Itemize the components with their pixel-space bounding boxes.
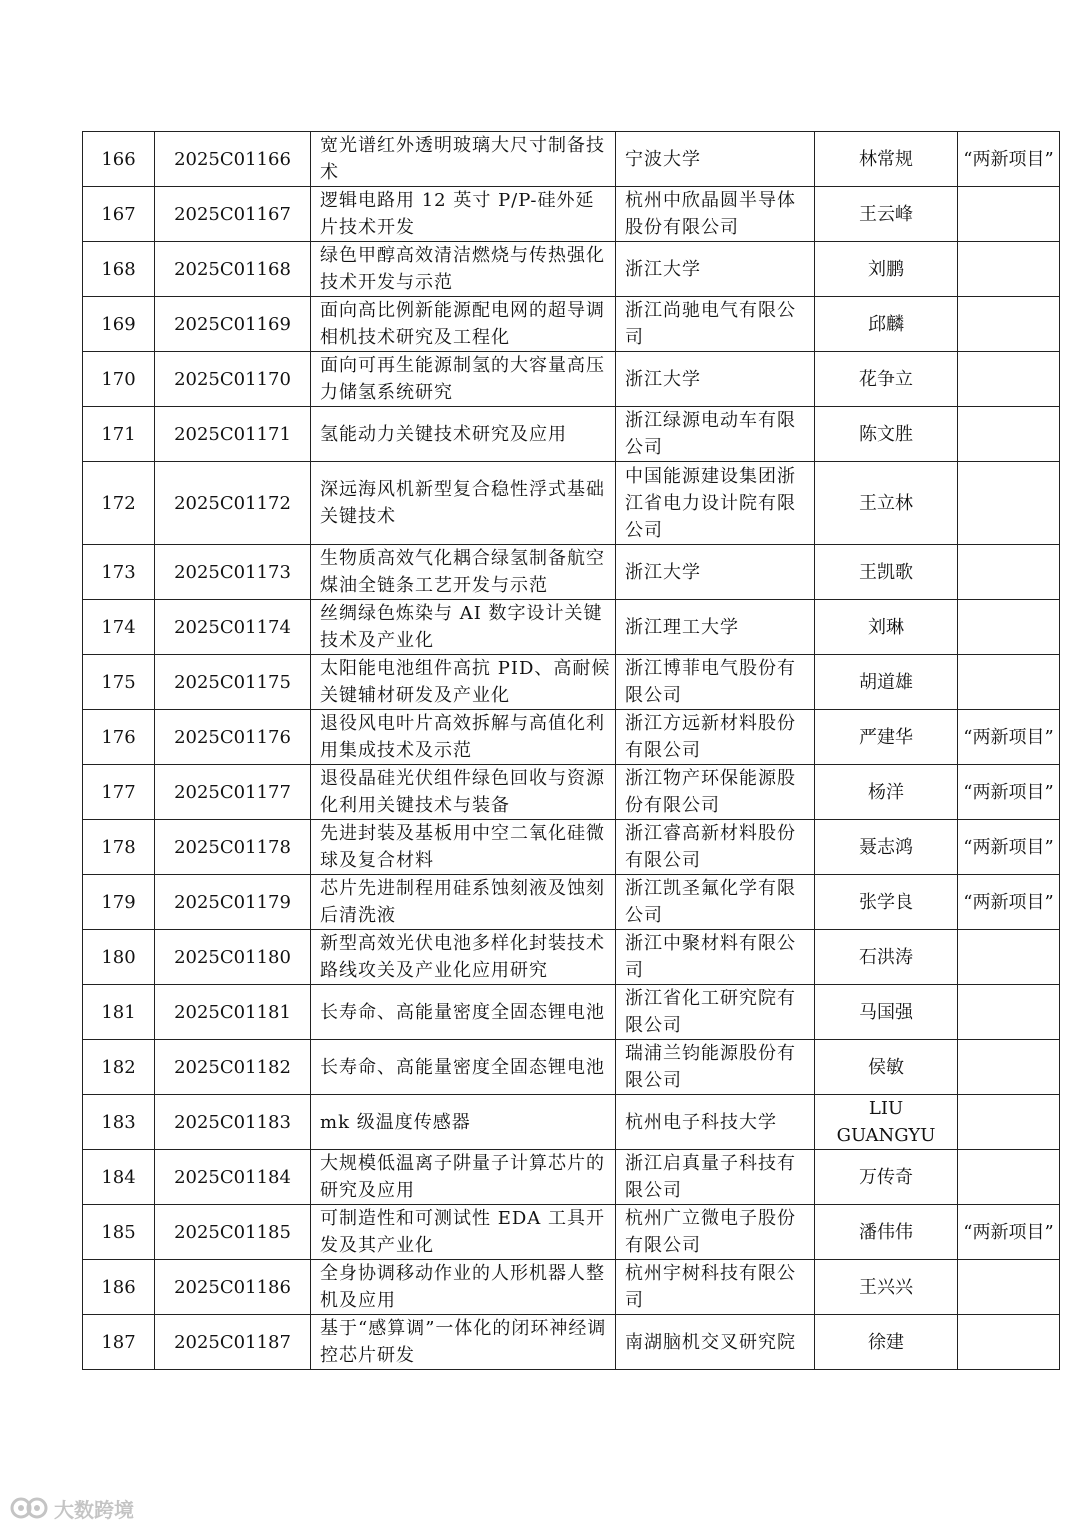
table-row [83,930,1060,985]
project-code-cell: 2025C01174 [155,600,311,655]
project-leader-cell: 聂志鸿 [815,820,958,875]
project-leader-cell: 王立林 [815,462,958,545]
row-number-cell: 180 [83,930,155,985]
project-code-cell: 2025C01176 [155,710,311,765]
row-number-cell: 173 [83,545,155,600]
organization-cell: 浙江物产环保能源股份有限公司 [616,765,815,820]
project-leader-cell: 王云峰 [815,187,958,242]
table-row [83,600,1060,655]
project-leader-cell: 石洪涛 [815,930,958,985]
table-row [83,352,1060,407]
table-row [83,1315,1060,1370]
project-code-cell: 2025C01169 [155,297,311,352]
organization-cell: 宁波大学 [616,132,815,187]
project-title-cell: 绿色甲醇高效清洁燃烧与传热强化技术开发与示范 [311,242,616,297]
table-row [83,242,1060,297]
project-title-cell: mk 级温度传感器 [311,1095,616,1150]
row-number-cell: 175 [83,655,155,710]
table-row [83,1095,1060,1150]
project-title-cell: 基于“感算调”一体化的闭环神经调控芯片研发 [311,1315,616,1370]
project-leader-cell: 林常规 [815,132,958,187]
project-code-cell: 2025C01182 [155,1040,311,1095]
project-code-cell: 2025C01173 [155,545,311,600]
table-row [83,407,1060,462]
row-number-cell: 170 [83,352,155,407]
organization-cell: 中国能源建设集团浙江省电力设计院有限公司 [616,462,815,545]
row-number-cell: 184 [83,1150,155,1205]
table-row [83,545,1060,600]
project-note-cell [958,1150,1060,1205]
project-title-cell: 宽光谱红外透明玻璃大尺寸制备技术 [311,132,616,187]
organization-cell: 浙江大学 [616,545,815,600]
project-leader-cell: 严建华 [815,710,958,765]
organization-cell: 浙江大学 [616,352,815,407]
project-code-cell: 2025C01168 [155,242,311,297]
row-number-cell: 166 [83,132,155,187]
project-note-cell [958,1040,1060,1095]
project-code-cell: 2025C01177 [155,765,311,820]
project-note-cell [958,407,1060,462]
project-leader-cell: 刘鹏 [815,242,958,297]
row-number-cell: 168 [83,242,155,297]
organization-cell: 杭州电子科技大学 [616,1095,815,1150]
project-leader-cell: 陈文胜 [815,407,958,462]
project-note-cell [958,352,1060,407]
project-title-cell: 长寿命、高能量密度全固态锂电池 [311,1040,616,1095]
project-note-cell: “两新项目” [958,765,1060,820]
organization-cell: 浙江睿高新材料股份有限公司 [616,820,815,875]
organization-cell: 杭州中欣晶圆半导体股份有限公司 [616,187,815,242]
project-code-cell: 2025C01183 [155,1095,311,1150]
project-code-cell: 2025C01171 [155,407,311,462]
table-row [83,710,1060,765]
table-body [83,132,1060,1370]
watermark-text: 大数跨境 [54,1497,134,1522]
project-note-cell [958,297,1060,352]
table-row [83,655,1060,710]
table-row [83,297,1060,352]
project-leader-cell: 侯敏 [815,1040,958,1095]
organization-cell: 杭州广立微电子股份有限公司 [616,1205,815,1260]
row-number-cell: 181 [83,985,155,1040]
row-number-cell: 183 [83,1095,155,1150]
row-number-cell: 167 [83,187,155,242]
organization-cell: 南湖脑机交叉研究院 [616,1315,815,1370]
organization-cell: 浙江省化工研究院有限公司 [616,985,815,1040]
project-note-cell [958,985,1060,1040]
row-number-cell: 171 [83,407,155,462]
project-leader-cell: 马国强 [815,985,958,1040]
project-note-cell [958,600,1060,655]
row-number-cell: 172 [83,462,155,545]
project-title-cell: 深远海风机新型复合稳性浮式基础关键技术 [311,462,616,545]
project-note-cell [958,930,1060,985]
project-code-cell: 2025C01178 [155,820,311,875]
project-title-cell: 大规模低温离子阱量子计算芯片的研究及应用 [311,1150,616,1205]
row-number-cell: 174 [83,600,155,655]
project-title-cell: 面向可再生能源制氢的大容量高压力储氢系统研究 [311,352,616,407]
table-row [83,820,1060,875]
table-row [83,985,1060,1040]
row-number-cell: 186 [83,1260,155,1315]
project-leader-cell: 王兴兴 [815,1260,958,1315]
row-number-cell: 169 [83,297,155,352]
project-code-cell: 2025C01175 [155,655,311,710]
project-title-cell: 可制造性和可测试性 EDA 工具开发及其产业化 [311,1205,616,1260]
organization-cell: 浙江绿源电动车有限公司 [616,407,815,462]
row-number-cell: 185 [83,1205,155,1260]
organization-cell: 浙江尚驰电气有限公司 [616,297,815,352]
project-title-cell: 丝绸绿色炼染与 AI 数字设计关键技术及产业化 [311,600,616,655]
row-number-cell: 178 [83,820,155,875]
project-note-cell: “两新项目” [958,875,1060,930]
project-title-cell: 先进封装及基板用中空二氧化硅微球及复合材料 [311,820,616,875]
project-code-cell: 2025C01166 [155,132,311,187]
project-title-cell: 全身协调移动作业的人形机器人整机及应用 [311,1260,616,1315]
organization-cell: 浙江方远新材料股份有限公司 [616,710,815,765]
project-note-cell: “两新项目” [958,132,1060,187]
project-title-cell: 退役晶硅光伏组件绿色回收与资源化利用关键技术与装备 [311,765,616,820]
project-leader-cell: 杨洋 [815,765,958,820]
project-code-cell: 2025C01172 [155,462,311,545]
organization-cell: 浙江启真量子科技有限公司 [616,1150,815,1205]
organization-cell: 瑞浦兰钧能源股份有限公司 [616,1040,815,1095]
project-code-cell: 2025C01181 [155,985,311,1040]
project-title-cell: 长寿命、高能量密度全固态锂电池 [311,985,616,1040]
project-code-cell: 2025C01184 [155,1150,311,1205]
table-row [83,1150,1060,1205]
project-code-cell: 2025C01167 [155,187,311,242]
project-title-cell: 逻辑电路用 12 英寸 P/P-硅外延片技术开发 [311,187,616,242]
project-title-cell: 退役风电叶片高效拆解与高值化利用集成技术及示范 [311,710,616,765]
organization-cell: 浙江博菲电气股份有限公司 [616,655,815,710]
project-title-cell: 生物质高效气化耦合绿氢制备航空煤油全链条工艺开发与示范 [311,545,616,600]
watermark [10,1493,134,1523]
organization-cell: 浙江凯圣氟化学有限公司 [616,875,815,930]
project-list-table [82,131,1060,1370]
table-row [83,765,1060,820]
project-title-cell: 芯片先进制程用硅系蚀刻液及蚀刻后清洗液 [311,875,616,930]
project-note-cell [958,1260,1060,1315]
project-title-cell: 新型高效光伏电池多样化封装技术路线攻关及产业化应用研究 [311,930,616,985]
project-leader-cell: 邱麟 [815,297,958,352]
table-row [83,187,1060,242]
project-code-cell: 2025C01186 [155,1260,311,1315]
project-note-cell [958,242,1060,297]
project-code-cell: 2025C01187 [155,1315,311,1370]
project-note-cell [958,1095,1060,1150]
project-leader-cell: 潘伟伟 [815,1205,958,1260]
project-note-cell [958,187,1060,242]
project-note-cell [958,462,1060,545]
table-row [83,132,1060,187]
row-number-cell: 176 [83,710,155,765]
project-title-cell: 氢能动力关键技术研究及应用 [311,407,616,462]
project-leader-cell: 王凯歌 [815,545,958,600]
project-leader-cell: LIU GUANGYU [815,1095,958,1150]
project-code-cell: 2025C01180 [155,930,311,985]
project-code-cell: 2025C01185 [155,1205,311,1260]
project-title-cell: 面向高比例新能源配电网的超导调相机技术研究及工程化 [311,297,616,352]
organization-cell: 浙江中聚材料有限公司 [616,930,815,985]
row-number-cell: 182 [83,1040,155,1095]
project-leader-cell: 徐建 [815,1315,958,1370]
brand-logo-icon [10,1495,50,1521]
row-number-cell: 179 [83,875,155,930]
project-leader-cell: 刘琳 [815,600,958,655]
organization-cell: 浙江大学 [616,242,815,297]
row-number-cell: 177 [83,765,155,820]
project-note-cell [958,545,1060,600]
project-title-cell: 太阳能电池组件高抗 PID、高耐候关键辅材研发及产业化 [311,655,616,710]
project-note-cell [958,655,1060,710]
row-number-cell: 187 [83,1315,155,1370]
table-row [83,1260,1060,1315]
table-row [83,462,1060,545]
project-note-cell: “两新项目” [958,1205,1060,1260]
project-note-cell: “两新项目” [958,710,1060,765]
project-leader-cell: 花争立 [815,352,958,407]
organization-cell: 杭州宇树科技有限公司 [616,1260,815,1315]
table-row [83,875,1060,930]
project-leader-cell: 万传奇 [815,1150,958,1205]
organization-cell: 浙江理工大学 [616,600,815,655]
table-row [83,1040,1060,1095]
project-note-cell: “两新项目” [958,820,1060,875]
project-note-cell [958,1315,1060,1370]
project-code-cell: 2025C01179 [155,875,311,930]
project-leader-cell: 胡道雄 [815,655,958,710]
table-row [83,1205,1060,1260]
project-leader-cell: 张学良 [815,875,958,930]
project-code-cell: 2025C01170 [155,352,311,407]
